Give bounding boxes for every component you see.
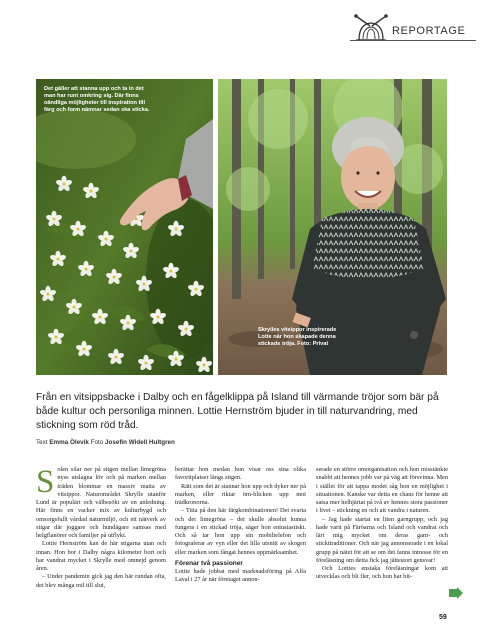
body-column-3 xyxy=(316,466,448,582)
yarn-ball-needles-icon xyxy=(350,10,392,44)
header-rule xyxy=(350,40,476,41)
photo-anemones xyxy=(36,79,213,375)
byline xyxy=(36,439,175,446)
body-paragraph: serade en större omorganisation och hon misstänkte snabbt att hennes jobb var på väg att försvinna. Men i stället för att tappa modet såg hon en möjlighet i situationen. Kanske var detta en chans för henne att satsa mer helhjärtat på två av hennes stora passioner i livet – stickning en och att vandra i naturen. xyxy=(316,466,448,515)
arrow-right-icon[interactable] xyxy=(449,587,463,599)
section-label: REPORTAGE xyxy=(392,25,466,37)
body-paragraph: – Jag hade startat en liten garngrupp, och jag hade varit på Färöarna och Island och vandrat och lärt mig mycket om deras garn- och stickttraditioner. Och när jag annonserade i en lokal grupp på nätet för att se om det fanns intresse för en föreläsning om detta fick jag jättestort gensvar! xyxy=(316,515,448,564)
byline-text-author: Emma Ölevik xyxy=(49,439,89,446)
body-paragraph: Lottie hade jobbat med marknadsföring på Alfa Laval i 27 år när företaget annon- xyxy=(175,568,306,584)
byline-photo-label: Foto xyxy=(90,439,104,446)
body-paragraph: berättar hon medan hon visar oss sina olika favoritplatser längs stigen. xyxy=(175,466,306,482)
body-column-2 xyxy=(175,466,306,585)
body-paragraph: Lottie Hernström kan de här stigarna utan och innan. Hon bor i Dalby några kilometer bort och har vandrat mycket i Skrylle med omnejd genom åren. xyxy=(36,540,166,572)
drop-cap: S xyxy=(36,464,55,500)
byline-photo-author: Josefin Widell Hultgren xyxy=(104,439,175,446)
page-number: 59 xyxy=(439,614,447,621)
photo-caption-left: Det gäller att stanna upp och ta in det man har runt omkring sig. Där finns oändliga möjligheter till inspiration till färg och form nämnar sedan ska sticka. xyxy=(44,86,150,113)
body-paragraph: – Titta på den här färgkombinationen! Det svarta och det limegröna – det skulle absolut kunna fungera i en stickad tröja, säger hon entusiastiskt. Och så tar hon upp sin mobiltelefon och fotograferar av vyn eller det lilla utsnitt av skogen eller marken som fångat hennes uppmärksamhet. xyxy=(175,507,306,556)
lead-paragraph: Från en vitsippsbacke i Dalby och en fågelklippa på Island till värmande tröjor som bär på både kultur och personliga minnen. Lottie Hernström bjuder in till naturvandring, med stickning som röd tråd. xyxy=(36,392,439,432)
subheading: Förenar två passioner xyxy=(175,559,243,567)
body-paragraph: – Under pandemin gick jag den här rundan ofta, det blev många mil till slut, xyxy=(36,573,166,589)
byline-text-label: Text xyxy=(36,439,48,446)
body-paragraph: Rätt som det är stannar hon upp och dyker ner på marken, eller riktar örn-blicken upp mot trädkronorna. xyxy=(175,482,306,506)
body-paragraph: Och Lotties enstaka föreläsningar kom att utvecklas och bli fler, och hon har hit- xyxy=(316,565,448,581)
photo-caption-right: Skrylles vitsippor inspirerade Lotte när hon skapade denna stickade tröja. Foto: Privat xyxy=(258,327,337,347)
body-paragraph: olen silar ner på stigen mellan limegröna nyss utslagna löv och på marken mellan träden blommar en massiv matta av vitsippor. Naturområdet Skrylle utanför Lund är populärt och välbesökt av en anledning. Här finns en vacker mix av kulturbygd och omsorgsfullt vårdad naturmiljö, och ett nätverk av stigar där joggare och hundägare samsas med helgflanörer och familjer på utflykt. xyxy=(36,466,166,539)
body-column-1 xyxy=(36,466,166,590)
